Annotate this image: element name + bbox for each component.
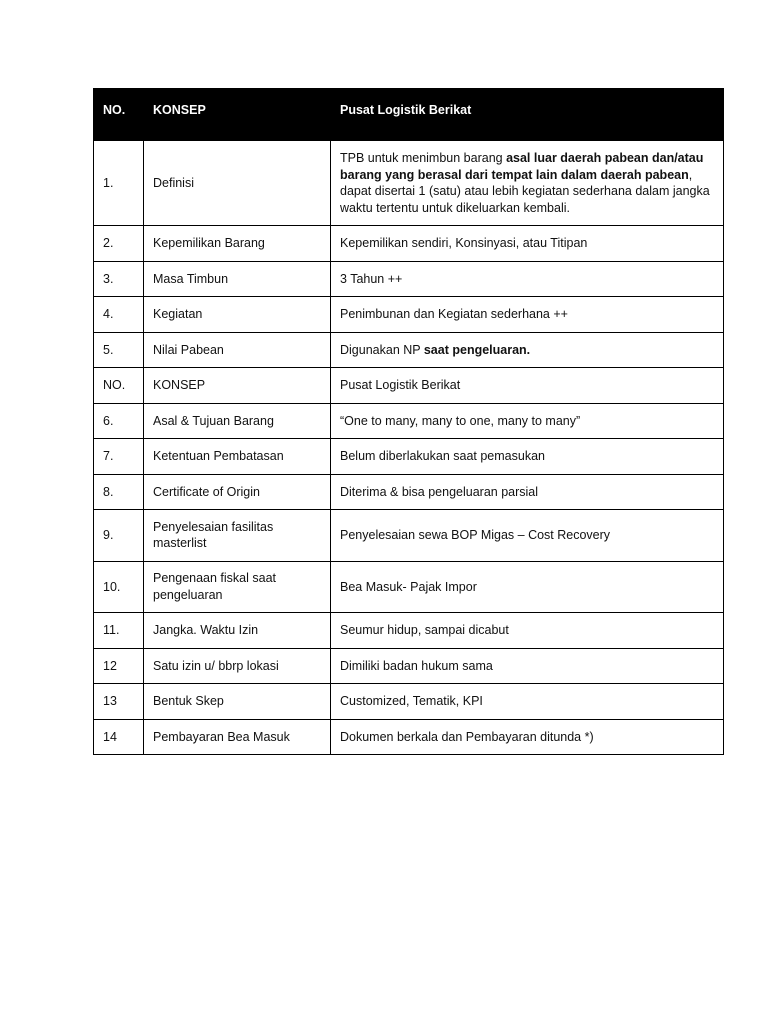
table-row [94, 141, 724, 226]
table-row [94, 613, 724, 649]
row-konsep: Pembayaran Bea Masuk [144, 719, 331, 755]
repeated-header-row [94, 368, 724, 404]
row-pusat-nilai [331, 332, 724, 368]
table-row [94, 332, 724, 368]
row-konsep: Certificate of Origin [144, 474, 331, 510]
table-row [94, 403, 724, 439]
row-konsep: Pengenaan fiskal saat pengeluaran [144, 561, 331, 613]
row-pusat: Dokumen berkala dan Pembayaran ditunda *) [331, 719, 724, 755]
row-pusat: “One to many, many to one, many to many” [331, 403, 724, 439]
row-pusat: Seumur hidup, sampai dicabut [331, 613, 724, 649]
repeated-header-no: NO. [94, 368, 144, 404]
row-number: 13 [94, 684, 144, 720]
row-konsep: Penyelesaian fasilitas masterlist [144, 510, 331, 562]
row-pusat: Penimbunan dan Kegiatan sederhana ++ [331, 297, 724, 333]
header-pusat-logistik-berikat: Pusat Logistik Berikat [331, 89, 724, 141]
row-pusat: Bea Masuk- Pajak Impor [331, 561, 724, 613]
row-pusat: 3 Tahun ++ [331, 261, 724, 297]
table-row [94, 684, 724, 720]
table-header-row [94, 89, 724, 141]
header-no: NO. [94, 89, 144, 141]
table-row [94, 474, 724, 510]
row-number: 4. [94, 297, 144, 333]
definition-text-part1: TPB untuk menimbun barang [340, 151, 507, 165]
repeated-header-konsep: KONSEP [144, 368, 331, 404]
row-number: 12 [94, 648, 144, 684]
row-pusat-definition [331, 141, 724, 226]
repeated-header-pusat: Pusat Logistik Berikat [331, 368, 724, 404]
row-number: 14 [94, 719, 144, 755]
row-konsep: Satu izin u/ bbrp lokasi [144, 648, 331, 684]
table-row [94, 261, 724, 297]
row-number: 10. [94, 561, 144, 613]
row-number: 8. [94, 474, 144, 510]
nilai-text-bold: saat pengeluaran. [423, 342, 531, 357]
row-konsep: Asal & Tujuan Barang [144, 403, 331, 439]
row-konsep: Definisi [144, 141, 331, 226]
nilai-text-part1: Digunakan NP [340, 342, 424, 357]
definition-text-part2: , dapat disertai 1 (satu) atau lebih kegiatan sederhana dalam jangka waktu tertentu untuk dikeluarkan kembali. [340, 167, 710, 215]
row-konsep: Ketentuan Pembatasan [144, 439, 331, 475]
row-konsep: Bentuk Skep [144, 684, 331, 720]
row-konsep: Kegiatan [144, 297, 331, 333]
header-konsep: KONSEP [144, 89, 331, 141]
definition-text-bold: asal luar daerah pabean dan/atau barang yang berasal dari tempat lain dalam daerah pabean [340, 151, 704, 182]
row-number: 6. [94, 403, 144, 439]
row-number: 7. [94, 439, 144, 475]
table-row [94, 297, 724, 333]
row-pusat: Belum diberlakukan saat pemasukan [331, 439, 724, 475]
row-pusat: Diterima & bisa pengeluaran parsial [331, 474, 724, 510]
row-pusat: Kepemilikan sendiri, Konsinyasi, atau Titipan [331, 226, 724, 262]
table-row [94, 510, 724, 562]
table-row [94, 439, 724, 475]
row-number: 11. [94, 613, 144, 649]
row-pusat: Dimiliki badan hukum sama [331, 648, 724, 684]
table-row [94, 226, 724, 262]
row-number: 9. [94, 510, 144, 562]
row-konsep: Jangka. Waktu Izin [144, 613, 331, 649]
row-pusat: Customized, Tematik, KPI [331, 684, 724, 720]
row-number: 2. [94, 226, 144, 262]
row-konsep: Nilai Pabean [144, 332, 331, 368]
row-number: 1. [94, 141, 144, 226]
row-pusat: Penyelesaian sewa BOP Migas – Cost Recovery [331, 510, 724, 562]
row-number: 5. [94, 332, 144, 368]
table-row [94, 648, 724, 684]
row-number: 3. [94, 261, 144, 297]
table-row [94, 719, 724, 755]
row-konsep: Kepemilikan Barang [144, 226, 331, 262]
row-konsep: Masa Timbun [144, 261, 331, 297]
table-row [94, 561, 724, 613]
concept-comparison-table [93, 88, 724, 755]
